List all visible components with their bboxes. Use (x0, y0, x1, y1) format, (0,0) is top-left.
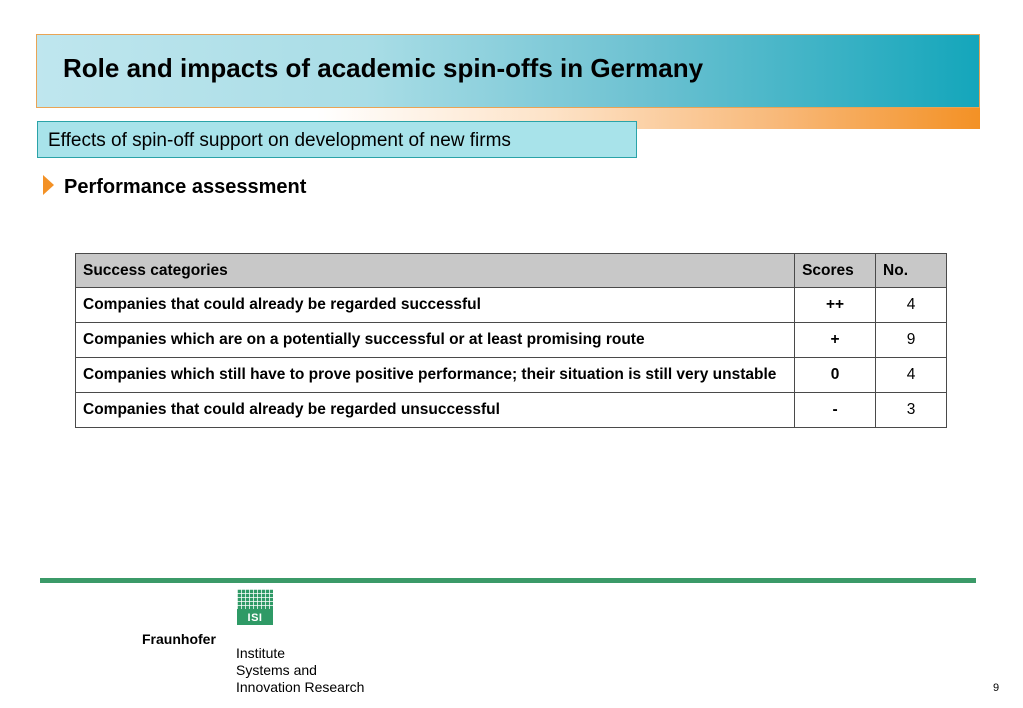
success-categories-table (75, 253, 947, 428)
table-header-row (76, 254, 947, 288)
institute-name (236, 645, 364, 696)
logo-grid-icon (237, 589, 273, 609)
subtitle: Effects of spin-off support on development of new firms (48, 130, 511, 151)
category-cell: Companies that could already be regarded unsuccessful (76, 393, 795, 428)
header-success-categories: Success categories (76, 254, 795, 288)
section-heading: Performance assessment (64, 176, 307, 198)
subtitle-box (37, 121, 637, 158)
score-cell: 0 (795, 358, 876, 393)
score-cell: ++ (795, 288, 876, 323)
table-row (76, 393, 947, 428)
header-scores: Scores (795, 254, 876, 288)
number-cell: 4 (876, 288, 947, 323)
footer-divider (40, 578, 976, 583)
logo-text: ISI (247, 612, 263, 624)
page-number: 9 (993, 682, 1000, 694)
number-cell: 4 (876, 358, 947, 393)
isi-logo (237, 589, 273, 625)
table-row (76, 358, 947, 393)
header-number: No. (876, 254, 947, 288)
number-cell: 3 (876, 393, 947, 428)
score-cell: + (795, 323, 876, 358)
institute-line: Innovation Research (236, 679, 365, 695)
page-title: Role and impacts of academic spin-offs in Germany (63, 53, 704, 83)
score-cell: - (795, 393, 876, 428)
table-row (76, 288, 947, 323)
bullet-arrow-icon (43, 175, 54, 195)
category-cell: Companies which still have to prove positive performance; their situation is still very unstable (76, 358, 795, 393)
category-cell: Companies that could already be regarded successful (76, 288, 795, 323)
institute-line: Institute (236, 645, 286, 661)
title-banner (36, 34, 980, 108)
number-cell: 9 (876, 323, 947, 358)
category-cell: Companies which are on a potentially successful or at least promising route (76, 323, 795, 358)
institute-line: Systems and (236, 662, 317, 678)
table-row (76, 323, 947, 358)
organization-name: Fraunhofer (142, 631, 216, 647)
